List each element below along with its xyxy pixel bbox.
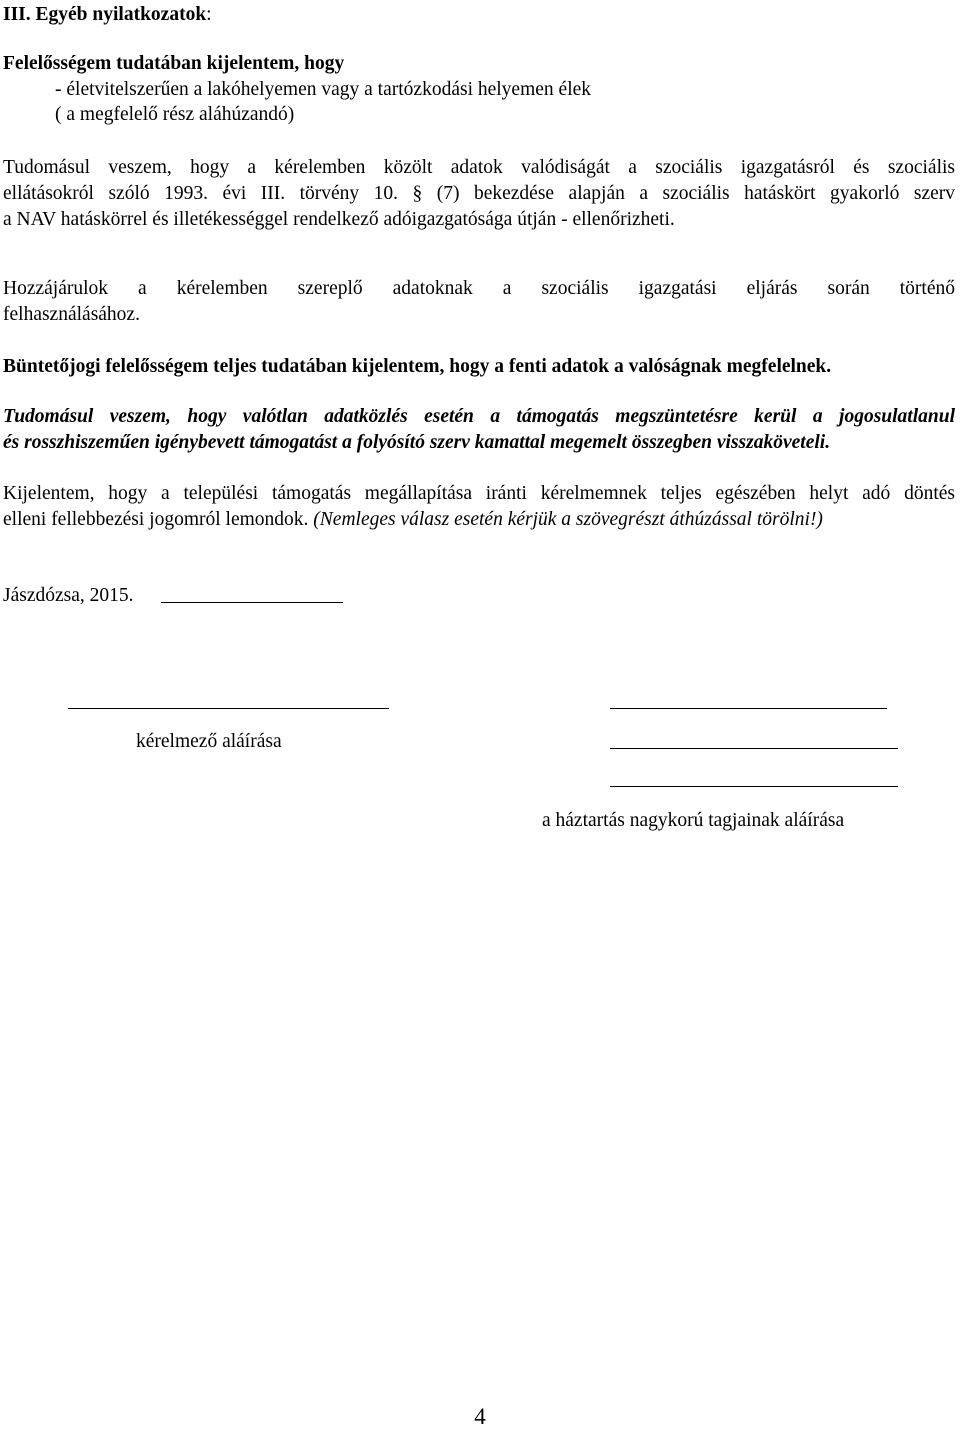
date-blank-line[interactable] (161, 602, 343, 603)
paragraph-line: Tudomásul veszem, hogy a kérelemben közölt adatok valódiságát a szociális igazgatásról és szociális (3, 157, 955, 178)
household-signature-line[interactable] (610, 748, 898, 749)
paragraph-line: a NAV hatáskörrel és illetékességgel rendelkező adóigazgatósága útján - ellenőrizheti. (3, 209, 675, 230)
section-title-colon: : (206, 4, 212, 25)
criminal-liability-statement: Büntetőjogi felelősségem teljes tudatában kijelentem, hogy a fenti adatok a valóságnak megfelelnek. (3, 356, 832, 377)
household-signature-line[interactable] (610, 786, 898, 787)
paragraph-line: és rosszhiszeműen igénybevett támogatást a folyósító szerv kamattal megemelt összegben visszaköveteli. (3, 432, 831, 453)
repayment-paragraph (3, 404, 955, 456)
date-place: Jászdózsa, 2015. (3, 585, 134, 606)
paragraph-line: Hozzájárulok a kérelemben szereplő adatoknak a szociális igazgatási eljárás során történő (3, 278, 955, 299)
declaration-heading: Felelősségem tudatában kijelentem, hogy (3, 53, 345, 74)
declaration-note: ( a megfelelő rész aláhúzandó) (55, 104, 295, 125)
applicant-signature-label: kérelmező aláírása (136, 731, 282, 752)
household-signature-label: a háztartás nagykorú tagjainak aláírása (542, 810, 845, 831)
applicant-signature-line[interactable] (68, 708, 389, 709)
section-title-text: III. Egyéb nyilatkozatok (3, 4, 207, 25)
paragraph-line: Kijelentem, hogy a települési támogatás megállapítása iránti kérelmemnek teljes egészében helyt adó döntés (3, 483, 955, 504)
nav-verification-paragraph (3, 155, 955, 233)
household-signature-line[interactable] (610, 708, 887, 709)
paragraph-line: Tudomásul veszem, hogy valótlan adatközlés esetén a támogatás megszüntetésre kerül a jogosulatlanul (3, 406, 955, 427)
strike-instruction: (Nemleges válasz esetén kérjük a szövegrészt áthúzással törölni!) (313, 509, 823, 530)
appeal-waiver-paragraph (3, 481, 955, 533)
paragraph-line: felhasználásához. (3, 304, 140, 325)
consent-paragraph (3, 276, 955, 328)
paragraph-line (3, 507, 955, 533)
page-number: 4 (474, 1404, 486, 1429)
paragraph-line: ellátásokról szóló 1993. évi III. törvény 10. § (7) bekezdése alapján a szociális hatáskört gyakorló szerv (3, 183, 955, 204)
waiver-text: elleni fellebbezési jogomról lemondok. (3, 509, 314, 530)
declaration-item: - életvitelszerűen a lakóhelyemen vagy a tartózkodási helyemen élek (55, 79, 592, 100)
section-title (3, 2, 212, 28)
